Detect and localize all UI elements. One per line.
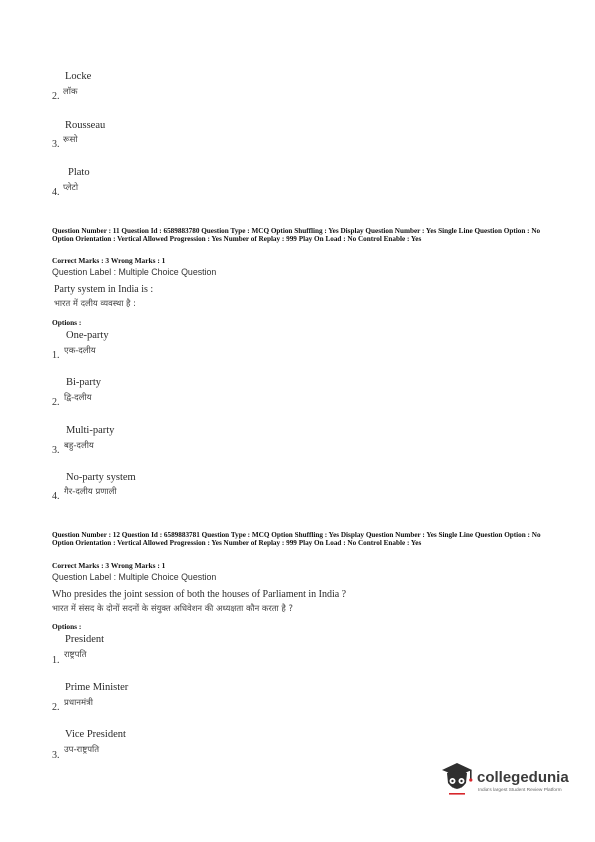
question-marks: Correct Marks : 3 Wrong Marks : 1: [52, 256, 166, 265]
collegedunia-logo: [440, 761, 585, 801]
option-text-hi: रूसो: [63, 135, 78, 145]
option-number: 3.: [52, 139, 60, 150]
question-label: Question Label : Multiple Choice Question: [52, 267, 217, 277]
option-text-en: Vice President: [65, 729, 126, 740]
option-number: 3.: [52, 445, 60, 456]
option-text-en: Prime Minister: [65, 682, 129, 693]
option-text-hi: उप-राष्ट्रपति: [64, 745, 100, 755]
option-text-en: Multi-party: [66, 425, 115, 436]
option-text-en: Rousseau: [65, 120, 106, 131]
option-number: 2.: [52, 702, 60, 713]
option-text-en: Locke: [65, 71, 92, 82]
option-number: 2.: [52, 397, 60, 408]
option-text-en: One-party: [66, 330, 109, 341]
question-text-en: Who presides the joint session of both the houses of Parliament in India ?: [52, 589, 347, 600]
option-text-hi: राष्ट्रपति: [64, 650, 87, 660]
option-number: 4.: [52, 187, 60, 198]
option-text-en: Plato: [68, 167, 90, 178]
option-text-hi: प्रधानमंत्री: [64, 698, 93, 708]
option-number: 4.: [52, 491, 60, 502]
option-text-hi: प्लेटो: [63, 183, 79, 193]
mascot-icon: [440, 761, 474, 799]
option-number: 3.: [52, 750, 60, 761]
question-meta: Question Number : 12 Question Id : 6589883781 Question Type : MCQ Option Shuffling : Yes Display Question Number : Yes Single Line Question Option : No Option Orientation : Vertical Allowed Progression : Yes Number of Replay : 999 Play On Load : No Control Enable : Yes: [52, 531, 541, 548]
question-text-hi: भारत में दलीय व्यवस्था है :: [54, 298, 136, 308]
question-text-en: Party system in India is :: [54, 284, 154, 295]
question-text-hi: भारत में संसद के दोनों सदनों के संयुक्त अधिवेशन की अध्यक्षता कौन करता है ?: [52, 603, 293, 613]
option-text-en: Bi-party: [66, 377, 101, 388]
option-text-hi: गैर-दलीय प्रणाली: [64, 487, 117, 497]
logo-wordmark: collegedunia: [477, 769, 569, 786]
option-text-hi: एक-दलीय: [64, 346, 96, 356]
option-text-en: No-party system: [66, 472, 136, 483]
options-heading: Options :: [52, 318, 82, 327]
option-number: 1.: [52, 655, 60, 666]
question-meta: Question Number : 11 Question Id : 6589883780 Question Type : MCQ Option Shuffling : Yes Display Question Number : Yes Single Line Question Option : No Option Orientation : Vertical Allowed Progression : Yes Number of Replay : 999 Play On Load : No Control Enable : Yes: [52, 227, 541, 244]
options-heading: Options :: [52, 622, 82, 631]
option-number: 1.: [52, 350, 60, 361]
logo-tagline: India's largest Student Review Platform: [478, 788, 562, 793]
option-number: 2.: [52, 91, 60, 102]
option-text-hi: लॉक: [63, 87, 78, 97]
question-label: Question Label : Multiple Choice Question: [52, 572, 217, 582]
question-marks: Correct Marks : 3 Wrong Marks : 1: [52, 561, 166, 570]
option-text-hi: बहु-दलीय: [64, 441, 94, 451]
option-text-hi: द्वि-दलीय: [64, 393, 92, 403]
option-text-en: President: [65, 634, 105, 645]
